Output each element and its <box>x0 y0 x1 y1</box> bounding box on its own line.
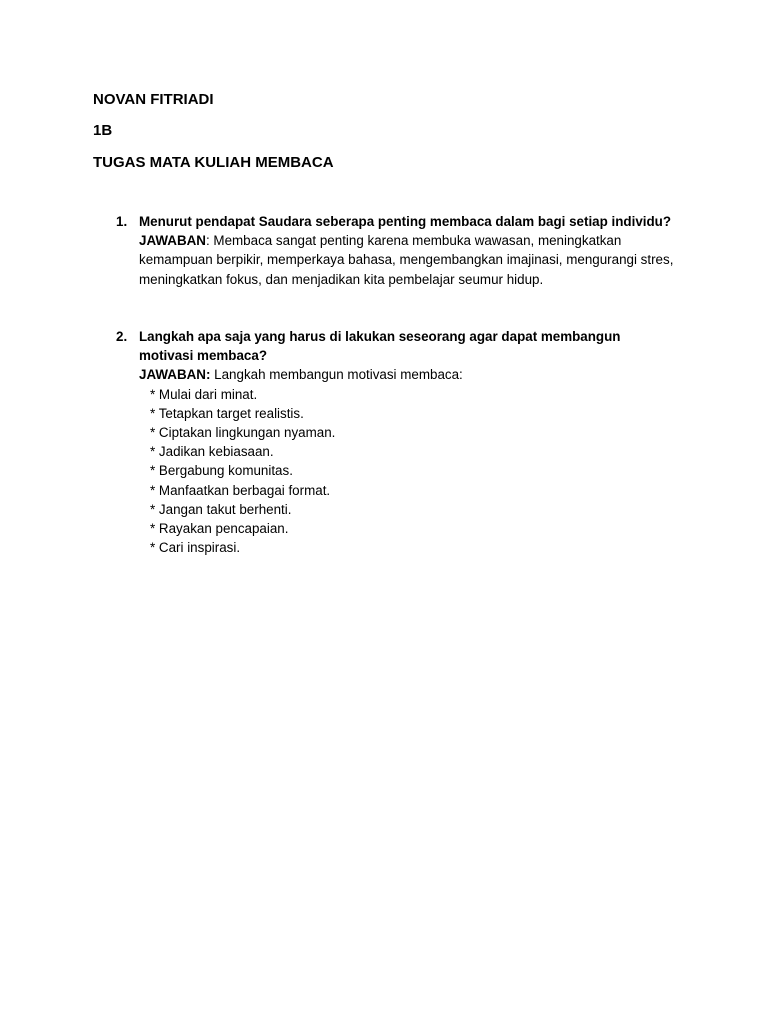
answer-separator: : <box>205 233 214 249</box>
question-text: Menurut pendapat Saudara seberapa penting membaca dalam bagi setiap individu? <box>139 214 672 229</box>
answer-label: JAWABAN: <box>139 367 211 383</box>
answer-paragraph <box>139 231 676 289</box>
answer-label: JAWABAN <box>139 233 206 249</box>
question-number: 1. <box>116 214 128 229</box>
answer-text: Membaca sangat penting karena membuka wawasan, meningkatkan kemampuan berpikir, memperkaya bahasa, mengembangkan imajinasi, mengurangi stres, meningkatkan fokus, dan menjadikan kita pembelajar seumur hidup. <box>139 233 674 287</box>
list-item: * Tetapkan target realistis. <box>150 405 304 421</box>
student-name: NOVAN FITRIADI <box>93 91 214 108</box>
list-item: * Cari inspirasi. <box>150 540 241 556</box>
question-body <box>139 212 676 289</box>
question-item-1 <box>116 212 676 289</box>
answer-paragraph <box>139 365 676 384</box>
motivation-steps-list <box>139 385 676 558</box>
question-text: Langkah apa saja yang harus di lakukan seseorang agar dapat membangun motivasi membaca? <box>139 329 621 364</box>
list-item: * Manfaatkan berbagai format. <box>150 482 331 498</box>
student-class: 1B <box>93 122 113 139</box>
list-item: * Jadikan kebiasaan. <box>150 444 274 460</box>
list-item: * Jangan takut berhenti. <box>150 501 292 517</box>
question-number: 2. <box>116 329 128 344</box>
list-item: * Ciptakan lingkungan nyaman. <box>150 425 336 441</box>
question-body <box>139 327 676 557</box>
answer-text: Langkah membangun motivasi membaca: <box>214 367 463 383</box>
list-item: * Mulai dari minat. <box>150 386 258 402</box>
question-item-2 <box>116 327 676 557</box>
document-title: TUGAS MATA KULIAH MEMBACA <box>93 154 334 171</box>
list-item: * Bergabung komunitas. <box>150 463 293 479</box>
list-item: * Rayakan pencapaian. <box>150 521 289 537</box>
